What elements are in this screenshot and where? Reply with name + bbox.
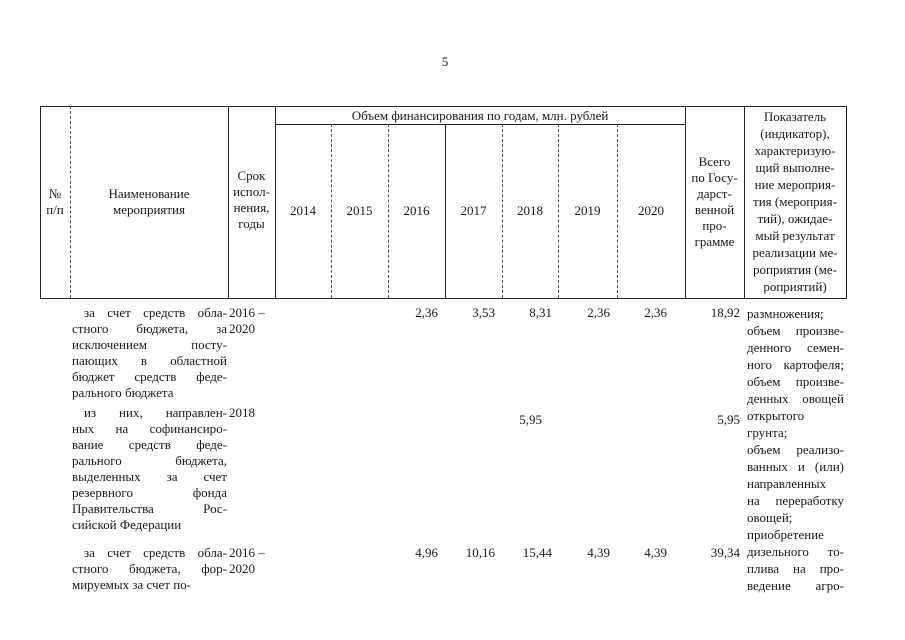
header-text: тий), ожидае- <box>757 211 833 226</box>
row-3-value-2018: 15,44 <box>522 545 552 560</box>
row-3-name <box>72 545 227 593</box>
table-top-border <box>40 106 847 107</box>
row-3-value-2017: 10,16 <box>465 545 495 560</box>
indicator-line: направленных <box>747 476 827 491</box>
header-year-2019: 2019 <box>574 203 601 218</box>
indicator-line: ванных и (или) <box>747 459 844 474</box>
header-text: характеризую- <box>754 143 836 158</box>
header-year-2014: 2014 <box>290 203 316 218</box>
row-text: 2018 <box>229 405 255 420</box>
header-text: дарст- <box>697 186 732 201</box>
indicator-line: размножения; <box>747 306 824 321</box>
header-text: Всего <box>698 154 731 169</box>
header-text: мый результат <box>755 228 835 243</box>
header-text: испол- <box>233 184 270 199</box>
row-2-name <box>72 405 227 533</box>
header-text: годы <box>238 216 265 231</box>
indicator-line: ного картофеля; <box>747 357 844 372</box>
row-3-value-2020: 4,39 <box>644 545 667 560</box>
header-text: венной <box>694 202 735 217</box>
row-1-value-2020: 2,36 <box>644 305 667 320</box>
header-text: ние мероприя- <box>754 177 836 192</box>
header-text: про- <box>702 218 727 233</box>
row-text: рального бюджета, <box>72 453 227 468</box>
row-text: за счет средств обла- <box>84 305 227 320</box>
indicator-line: объем произве- <box>747 374 844 389</box>
header-text: тия (мероприя- <box>753 194 837 209</box>
header-year-2020: 2020 <box>638 203 664 218</box>
header-col-total <box>685 154 744 250</box>
header-text: роприятия (ме- <box>753 262 837 277</box>
row-text: вание средств феде- <box>72 437 227 452</box>
row-text: пающих в областной <box>72 353 227 368</box>
header-text: п/п <box>46 202 64 217</box>
funding-subheader-line <box>275 124 685 125</box>
header-text: по Госу- <box>691 170 738 185</box>
col-border-6 <box>846 106 847 298</box>
row-text: за счет средств обла- <box>84 545 227 560</box>
row-text: мируемых за счет по- <box>72 577 192 592</box>
row-text: резервного фонда <box>72 485 227 500</box>
header-text: грамме <box>694 234 735 249</box>
row-text: стного бюджета, фор- <box>72 561 227 576</box>
indicator-line: овощей; <box>747 510 793 525</box>
header-col-funding: Объем финансирования по годам, млн. рублей <box>351 108 609 123</box>
page-number: 5 <box>441 54 449 69</box>
row-text: 2020 <box>229 321 255 336</box>
indicator-line: приобретение <box>747 527 824 542</box>
row-text: 2016 – <box>229 545 265 560</box>
header-text: (индикатор), <box>760 126 830 141</box>
header-text: мероприятия <box>112 202 185 217</box>
row-3-total: 39,34 <box>710 545 740 560</box>
row-1-total: 18,92 <box>710 305 740 320</box>
header-text: реализации ме- <box>752 245 838 260</box>
row-1-value-2016: 2,36 <box>415 305 438 320</box>
header-year-2016: 2016 <box>403 203 430 218</box>
row-text: из них, направлен- <box>84 405 227 420</box>
indicator-line: на переработку <box>747 493 844 508</box>
row-1-name <box>72 305 227 401</box>
indicator-line: объем произве- <box>747 323 844 338</box>
indicator-line: денных овощей <box>747 391 844 406</box>
indicator-line: объем реализо- <box>747 442 844 457</box>
row-text: 2016 – <box>229 305 265 320</box>
header-col-indicator <box>744 108 846 295</box>
header-text: Срок <box>237 168 266 183</box>
indicator-line: дизельного то- <box>747 544 844 559</box>
row-text: Правительства Рос- <box>72 501 227 516</box>
row-2-value-2018: 5,95 <box>519 412 542 427</box>
header-bottom-border <box>40 298 847 299</box>
row-text: 2020 <box>229 561 255 576</box>
row-2-total: 5,95 <box>717 412 740 427</box>
header-text: № <box>48 186 62 201</box>
indicator-line: плива на про- <box>747 561 844 576</box>
indicator-line: ведение агро- <box>747 578 844 593</box>
indicator-line: грунта; <box>747 425 788 440</box>
header-text: Показатель <box>763 109 827 124</box>
header-col-no <box>40 186 70 218</box>
header-text: щий выполне- <box>755 160 835 175</box>
row-text: сийской Федерации <box>72 517 182 532</box>
row-text: бюджет средств феде- <box>72 369 227 384</box>
row-2-term <box>229 405 255 421</box>
header-year-2015: 2015 <box>346 203 373 218</box>
row-text: ных на софинансиро- <box>72 421 227 436</box>
col-border-1 <box>70 106 71 298</box>
header-col-term <box>228 168 275 232</box>
header-year-2018: 2018 <box>517 203 543 218</box>
row-text: стного бюджета, за <box>72 321 227 336</box>
indicator-line: открытого <box>747 408 805 423</box>
row-1-term <box>229 305 265 337</box>
header-col-name <box>72 186 226 218</box>
row-text: исключением посту- <box>72 337 227 352</box>
row-1-value-2019: 2,36 <box>587 305 610 320</box>
header-text: Наименование <box>108 186 190 201</box>
indicator-line: денного семен- <box>747 340 844 355</box>
row-1-value-2017: 3,53 <box>472 305 495 320</box>
row-1-value-2018: 8,31 <box>529 305 552 320</box>
header-year-2017: 2017 <box>460 203 487 218</box>
header-text: нения, <box>233 200 270 215</box>
row-text: рального бюджета <box>72 385 174 400</box>
col-border-3 <box>275 106 276 298</box>
row-3-value-2019: 4,39 <box>587 545 610 560</box>
indicator-text <box>747 305 844 594</box>
header-text: роприятий) <box>763 279 827 294</box>
row-text: выделенных за счет <box>72 469 227 484</box>
row-3-value-2016: 4,96 <box>415 545 438 560</box>
row-3-term <box>229 545 265 577</box>
